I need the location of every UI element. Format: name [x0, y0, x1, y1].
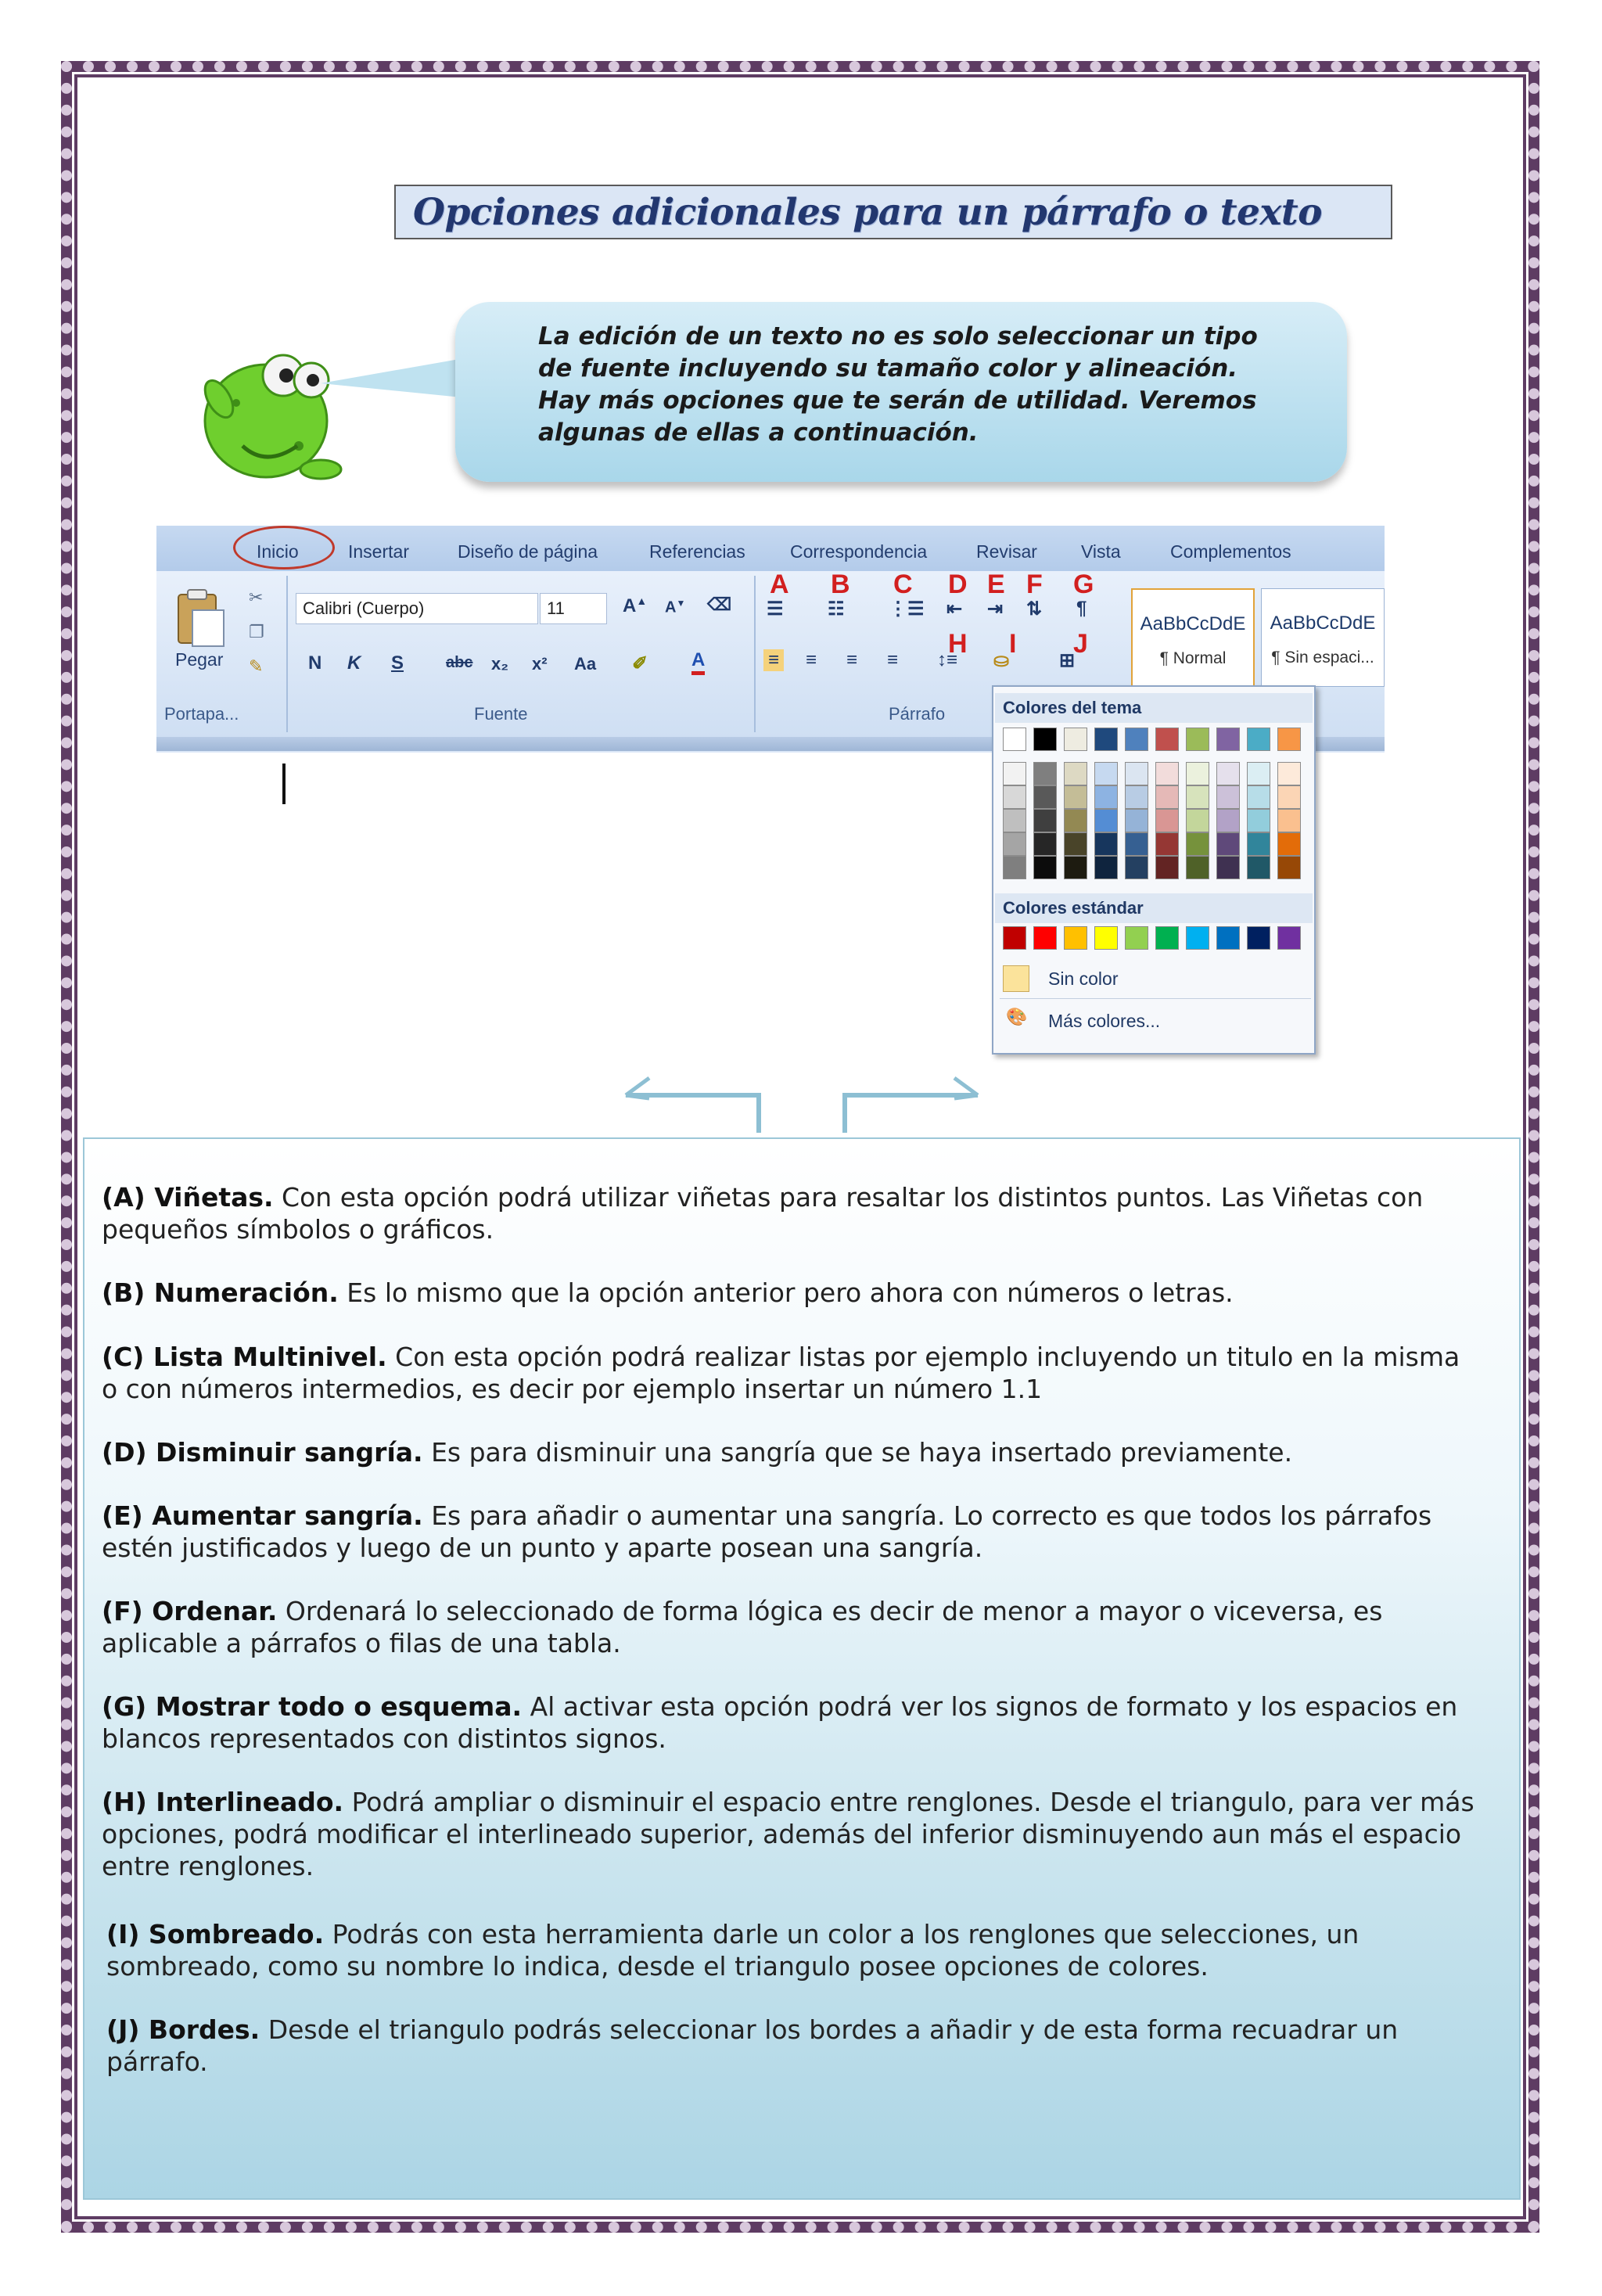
- item-text: Es para añadir o aumentar una sangría. Lo correcto es que todos los párrafos estén justificados y luego de un punto y aparte posean una sangría.: [102, 1500, 1432, 1563]
- theme-shade-swatch[interactable]: [1003, 762, 1026, 785]
- theme-shade-swatch[interactable]: [1033, 832, 1057, 856]
- group-clipboard-label: Portapa...: [164, 704, 239, 724]
- theme-shade-swatch[interactable]: [1155, 785, 1179, 809]
- numbering-icon[interactable]: ☷: [828, 598, 845, 620]
- theme-shade-swatch[interactable]: [1125, 809, 1148, 832]
- bullets-icon[interactable]: ☰: [767, 598, 784, 620]
- standard-color-swatch[interactable]: [1033, 926, 1057, 950]
- theme-shade-swatch[interactable]: [1064, 832, 1087, 856]
- group-paragraph-label: Párrafo: [889, 704, 946, 724]
- label-c: C: [893, 570, 913, 599]
- more-colors-option[interactable]: Más colores...: [1048, 1011, 1161, 1031]
- item-d: [102, 1436, 1478, 1468]
- bold-button[interactable]: N: [308, 652, 322, 674]
- item-text: Podrás con esta herramienta darle un color a los renglones que selecciones, un sombreado, como su nombre lo indica, desde el triangulo posee opciones de colores.: [106, 1919, 1360, 1982]
- theme-color-swatch[interactable]: [1186, 728, 1209, 751]
- align-center-icon[interactable]: ≡: [806, 649, 817, 670]
- theme-shade-swatch[interactable]: [1094, 762, 1118, 785]
- sort-icon[interactable]: ⇅: [1026, 598, 1043, 620]
- label-g: G: [1073, 570, 1094, 599]
- theme-color-swatch[interactable]: [1033, 728, 1057, 751]
- theme-shade-swatch[interactable]: [1033, 856, 1057, 879]
- theme-shade-swatch[interactable]: [1003, 785, 1026, 809]
- theme-color-swatch[interactable]: [1094, 728, 1118, 751]
- underline-button[interactable]: S: [391, 652, 404, 674]
- align-left-icon[interactable]: ≡: [763, 649, 784, 671]
- theme-shade-swatch[interactable]: [1064, 809, 1087, 832]
- paste-label: Pegar: [175, 649, 224, 670]
- standard-color-swatch[interactable]: [1216, 926, 1240, 950]
- title-box: [394, 185, 1392, 239]
- multilevel-list-icon[interactable]: ⋮☰: [889, 598, 925, 620]
- label-b: B: [831, 570, 850, 599]
- item-text: Con esta opción podrá realizar listas por ejemplo incluyendo un titulo en la misma o con números intermedios, es decir por ejemplo insertar un número 1.1: [102, 1342, 1460, 1404]
- theme-color-swatch[interactable]: [1003, 728, 1026, 751]
- theme-shade-swatch[interactable]: [1155, 762, 1179, 785]
- theme-shade-swatch[interactable]: [1247, 832, 1270, 856]
- standard-color-swatch[interactable]: [1094, 926, 1118, 950]
- item-j: [106, 2014, 1483, 2078]
- align-right-icon[interactable]: ≡: [846, 649, 858, 670]
- item-text: Podrá ampliar o disminuir el espacio entre renglones. Desde el triangulo, para ver más opciones, podrá modificar el interlineado superior, además del inferior disminuyendo aun más el espacio entre renglones.: [102, 1787, 1474, 1881]
- no-color-option[interactable]: Sin color: [1048, 968, 1119, 989]
- theme-shade-swatch[interactable]: [1277, 785, 1301, 809]
- theme-shade-swatch[interactable]: [1094, 809, 1118, 832]
- theme-shade-swatch[interactable]: [1247, 762, 1270, 785]
- item-label: (F) Ordenar.: [102, 1596, 278, 1626]
- palette-icon: 🎨: [1006, 1008, 1028, 1027]
- item-label: (H) Interlineado.: [102, 1787, 344, 1817]
- italic-button[interactable]: K: [347, 652, 361, 674]
- theme-shade-swatch[interactable]: [1064, 785, 1087, 809]
- theme-shade-swatch[interactable]: [1216, 785, 1240, 809]
- theme-shade-swatch[interactable]: [1186, 785, 1209, 809]
- label-f: F: [1026, 570, 1043, 599]
- style-name: ¶ Normal: [1159, 649, 1227, 667]
- theme-shade-swatch[interactable]: [1155, 856, 1179, 879]
- shrink-font-icon[interactable]: A▼: [665, 598, 686, 616]
- standard-color-swatch[interactable]: [1247, 926, 1270, 950]
- theme-shade-swatch[interactable]: [1155, 809, 1179, 832]
- theme-color-swatch[interactable]: [1277, 728, 1301, 751]
- theme-shade-swatch[interactable]: [1094, 832, 1118, 856]
- group-separator: [754, 576, 756, 732]
- item-text: Desde el triangulo podrás seleccionar los bordes a añadir y de esta forma recuadrar un párrafo.: [106, 2014, 1399, 2077]
- theme-shade-swatch[interactable]: [1125, 762, 1148, 785]
- theme-shade-swatch[interactable]: [1277, 832, 1301, 856]
- theme-color-swatch[interactable]: [1247, 728, 1270, 751]
- text-cursor: [282, 764, 286, 804]
- theme-shade-swatch[interactable]: [1125, 832, 1148, 856]
- tab-insertar[interactable]: Insertar: [348, 541, 409, 562]
- font-name-select[interactable]: Calibri (Cuerpo): [296, 593, 538, 624]
- style-normal[interactable]: [1131, 588, 1255, 687]
- item-f: [102, 1595, 1478, 1659]
- standard-color-swatch[interactable]: [1186, 926, 1209, 950]
- highlight-icon[interactable]: ✐: [632, 653, 648, 674]
- theme-shade-swatch[interactable]: [1125, 785, 1148, 809]
- line-spacing-icon[interactable]: ↕≡: [937, 649, 958, 670]
- copy-icon[interactable]: ❐: [249, 623, 264, 642]
- theme-shade-swatch[interactable]: [1216, 809, 1240, 832]
- theme-shade-swatch[interactable]: [1033, 809, 1057, 832]
- highlight-ring: [233, 526, 335, 570]
- item-label: (J) Bordes.: [106, 2014, 260, 2045]
- format-painter-icon[interactable]: ✎: [249, 657, 264, 677]
- theme-shade-swatch[interactable]: [1216, 832, 1240, 856]
- subscript-button[interactable]: x₂: [491, 654, 509, 674]
- style-sample: AaBbCcDdE: [1270, 613, 1376, 634]
- theme-shade-swatch[interactable]: [1247, 785, 1270, 809]
- tab-complementos[interactable]: Complementos: [1170, 541, 1291, 562]
- intro-text: La edición de un texto no es solo seleccionar un tipo de fuente incluyendo su tamaño color y alineación. Hay más opciones que te serán de utilidad. Veremos algunas de ellas a continuación.: [538, 322, 1258, 447]
- font-size-select[interactable]: 11: [540, 593, 607, 624]
- theme-shade-swatch[interactable]: [1186, 809, 1209, 832]
- label-e: E: [987, 570, 1005, 599]
- item-text: Ordenará lo seleccionado de forma lógica es decir de menor a mayor o viceversa, es aplicable a párrafos o filas de una tabla.: [102, 1596, 1383, 1658]
- theme-shade-swatch[interactable]: [1033, 762, 1057, 785]
- standard-color-swatch[interactable]: [1003, 926, 1026, 950]
- item-text: Es para disminuir una sangría que se haya insertado previamente.: [422, 1437, 1293, 1468]
- item-text: Con esta opción podrá utilizar viñetas para resaltar los distintos puntos. Las Viñetas con pequeños símbolos o gráficos.: [102, 1182, 1424, 1245]
- item-label: (E) Aumentar sangría.: [102, 1500, 423, 1531]
- theme-shade-swatch[interactable]: [1186, 762, 1209, 785]
- theme-shade-swatch[interactable]: [1186, 856, 1209, 879]
- borders-icon[interactable]: ⊞: [1059, 650, 1076, 671]
- theme-shade-swatch[interactable]: [1216, 856, 1240, 879]
- theme-shade-swatch[interactable]: [1003, 856, 1026, 879]
- theme-color-swatch[interactable]: [1064, 728, 1087, 751]
- grow-font-icon[interactable]: A▲: [623, 595, 648, 616]
- pointer-arrows: [618, 1073, 986, 1144]
- tab-inicio[interactable]: Inicio: [257, 541, 299, 562]
- font-color-icon[interactable]: A: [691, 649, 705, 675]
- theme-color-swatch[interactable]: [1216, 728, 1240, 751]
- superscript-button[interactable]: x²: [532, 654, 548, 674]
- change-case-button[interactable]: Aa: [574, 654, 597, 674]
- theme-color-swatch[interactable]: [1155, 728, 1179, 751]
- group-font-label: Fuente: [474, 704, 528, 724]
- tab-referencias[interactable]: Referencias: [649, 541, 745, 562]
- item-g: [102, 1691, 1478, 1755]
- theme-shade-swatch[interactable]: [1277, 856, 1301, 879]
- group-separator: [286, 576, 288, 732]
- style-no-spacing[interactable]: [1261, 588, 1385, 687]
- theme-shade-swatch[interactable]: [1064, 762, 1087, 785]
- theme-color-swatch[interactable]: [1125, 728, 1148, 751]
- theme-shade-swatch[interactable]: [1186, 832, 1209, 856]
- item-label: (G) Mostrar todo o esquema.: [102, 1691, 523, 1722]
- style-sample: AaBbCcDdE: [1140, 613, 1246, 634]
- label-j: J: [1073, 629, 1088, 659]
- page-title: Opciones adicionales para un párrafo o texto: [413, 190, 1322, 234]
- theme-shade-swatch[interactable]: [1216, 762, 1240, 785]
- item-h: [102, 1786, 1478, 1882]
- theme-shade-swatch[interactable]: [1003, 832, 1026, 856]
- tab-vista[interactable]: Vista: [1081, 541, 1121, 562]
- item-label: (A) Viñetas.: [102, 1182, 274, 1213]
- cut-icon[interactable]: ✂: [249, 588, 264, 608]
- decrease-indent-icon[interactable]: ⇤: [946, 598, 963, 620]
- menu-divider: [1000, 998, 1311, 999]
- item-text: Al activar esta opción podrá ver los signos de formato y los espacios en blancos representados con distintos signos.: [102, 1691, 1458, 1754]
- color-dropdown: [992, 685, 1316, 1055]
- theme-shade-swatch[interactable]: [1125, 856, 1148, 879]
- clear-format-icon[interactable]: ⌫: [707, 595, 732, 614]
- show-formatting-icon[interactable]: ¶: [1076, 598, 1087, 619]
- theme-shade-swatch[interactable]: [1033, 785, 1057, 809]
- theme-shade-swatch[interactable]: [1247, 809, 1270, 832]
- label-d: D: [948, 570, 968, 599]
- style-name: ¶ Sin espaci...: [1271, 649, 1374, 667]
- theme-shade-swatch[interactable]: [1003, 809, 1026, 832]
- paste-icon[interactable]: [174, 587, 228, 649]
- no-color-swatch[interactable]: [1003, 965, 1029, 992]
- tab-revisar[interactable]: Revisar: [976, 541, 1037, 562]
- item-label: (I) Sombreado.: [106, 1919, 325, 1949]
- item-b: [102, 1277, 1478, 1309]
- theme-shade-swatch[interactable]: [1277, 809, 1301, 832]
- increase-indent-icon[interactable]: ⇥: [987, 598, 1004, 620]
- theme-shade-swatch[interactable]: [1247, 856, 1270, 879]
- item-c: [102, 1341, 1478, 1405]
- label-h: H: [948, 629, 968, 659]
- item-label: (D) Disminuir sangría.: [102, 1437, 423, 1468]
- theme-shade-swatch[interactable]: [1094, 856, 1118, 879]
- item-label: (B) Numeración.: [102, 1277, 339, 1308]
- theme-shade-swatch[interactable]: [1277, 762, 1301, 785]
- item-label: (C) Lista Multinivel.: [102, 1342, 387, 1372]
- theme-shade-swatch[interactable]: [1064, 856, 1087, 879]
- tab-correspondencia[interactable]: Correspondencia: [790, 541, 928, 562]
- item-text: Es lo mismo que la opción anterior pero ahora con números o letras.: [338, 1277, 1234, 1308]
- standard-colors-heading: Colores estándar: [995, 893, 1313, 923]
- shading-icon[interactable]: ⛀: [993, 650, 1010, 671]
- standard-color-swatch[interactable]: [1064, 926, 1087, 950]
- item-e: [102, 1500, 1478, 1564]
- item-a: [102, 1181, 1478, 1245]
- justify-icon[interactable]: ≡: [887, 649, 899, 670]
- item-i: [106, 1918, 1483, 1982]
- theme-shade-swatch[interactable]: [1155, 832, 1179, 856]
- label-a: A: [770, 570, 789, 599]
- label-i: I: [1009, 629, 1017, 659]
- ribbon-tab-bar: [156, 526, 1385, 572]
- theme-shade-swatch[interactable]: [1094, 785, 1118, 809]
- standard-color-swatch[interactable]: [1125, 926, 1148, 950]
- tab-diseno[interactable]: Diseño de página: [458, 541, 598, 562]
- standard-color-swatch[interactable]: [1155, 926, 1179, 950]
- standard-color-swatch[interactable]: [1277, 926, 1301, 950]
- strikethrough-button[interactable]: abc: [446, 654, 473, 671]
- theme-colors-heading: Colores del tema: [995, 693, 1313, 723]
